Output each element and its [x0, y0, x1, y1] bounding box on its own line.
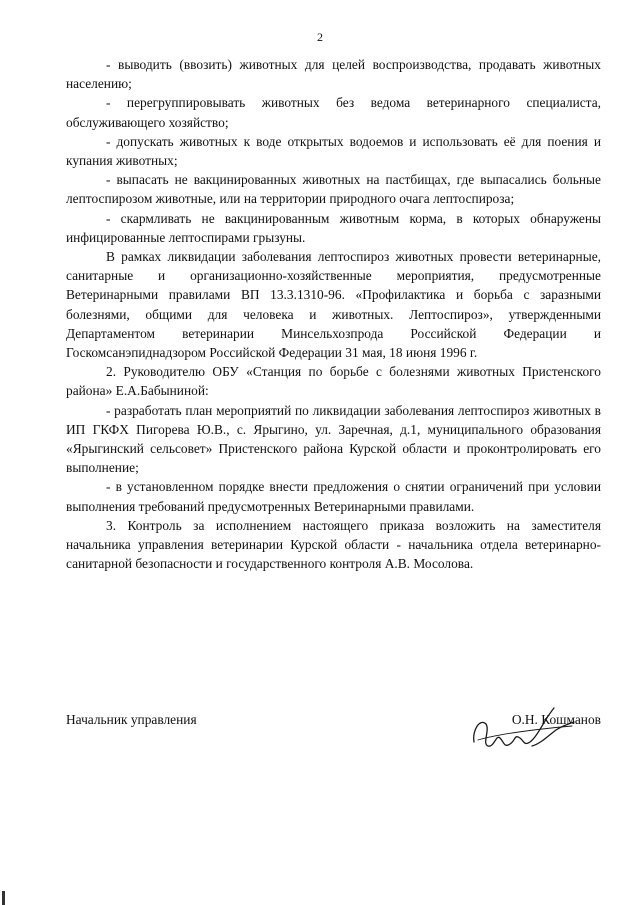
signature-block	[66, 712, 601, 762]
page-number: 2	[317, 30, 323, 44]
handwritten-signature	[468, 700, 578, 756]
liquidation-measures-paragraph: В рамках ликвидации заболевания лептоспироз животных провести ветеринарные, санитарные и организационно-хозяйственные мероприятия, предусмотренные Ветеринарными правилами ВП 13.3.1310-96. «Профилактика и борьба с заразными болезнями, общими для человека и животных. Лептоспироз», утвержденными Департаментом ветеринарии Минсельхозпрода Российской Федерации и Госкомсанэпиднадзором Российской Федерации 31 мая, 18 июня 1996 г.	[66, 249, 601, 361]
signatory-name: О.Н. Кошманов	[511, 712, 601, 727]
prohibition-item-regroup: - перегруппировывать животных без ведома ветеринарного специалиста, обслуживающего хозяйство;	[66, 95, 601, 130]
signatory-title: Начальник управления	[66, 712, 197, 727]
prohibition-item-grazing: - выпасать не вакцинированных животных на пастбищах, где выпасались больные лептоспирозом животные, или на территории природного очага лептоспироза;	[66, 172, 601, 207]
order-item-2-restrictions: - в установленном порядке внести предложения о снятии ограничений при условии выполнения требований предусмотренных Ветеринарными правилами.	[66, 479, 601, 514]
order-item-3: 3. Контроль за исполнением настоящего приказа возложить на заместителя начальника управления ветеринарии Курской области - начальника отдела ветеринарно-санитарной безопасности и государственного контроля А.В. Мосолова.	[66, 517, 601, 572]
document-body	[66, 55, 601, 573]
order-item-2-plan: - разработать план мероприятий по ликвидации заболевания лептоспироз животных в ИП ГКФХ Пигорева Ю.В., с. Ярыгино, ул. Заречная, д.1, муниципального образования «Ярыгинский сельсовет» Пристенского района Курской области и проконтролировать его выполнение;	[66, 402, 601, 476]
scan-margin-mark	[2, 891, 5, 905]
prohibition-item-feed: - скармливать не вакцинированным животным корма, в которых обнаружены инфицированные лептоспирами грызуны.	[66, 210, 601, 245]
order-item-2: 2. Руководителю ОБУ «Станция по борьбе с болезнями животных Пристенского района» Е.А.Бабыниной:	[66, 364, 601, 399]
prohibition-item-sale: - выводить (ввозить) животных для целей воспроизводства, продавать животных населению;	[66, 57, 601, 92]
prohibition-item-water: - допускать животных к воде открытых водоемов и использовать её для поения и купания животных;	[66, 133, 601, 169]
